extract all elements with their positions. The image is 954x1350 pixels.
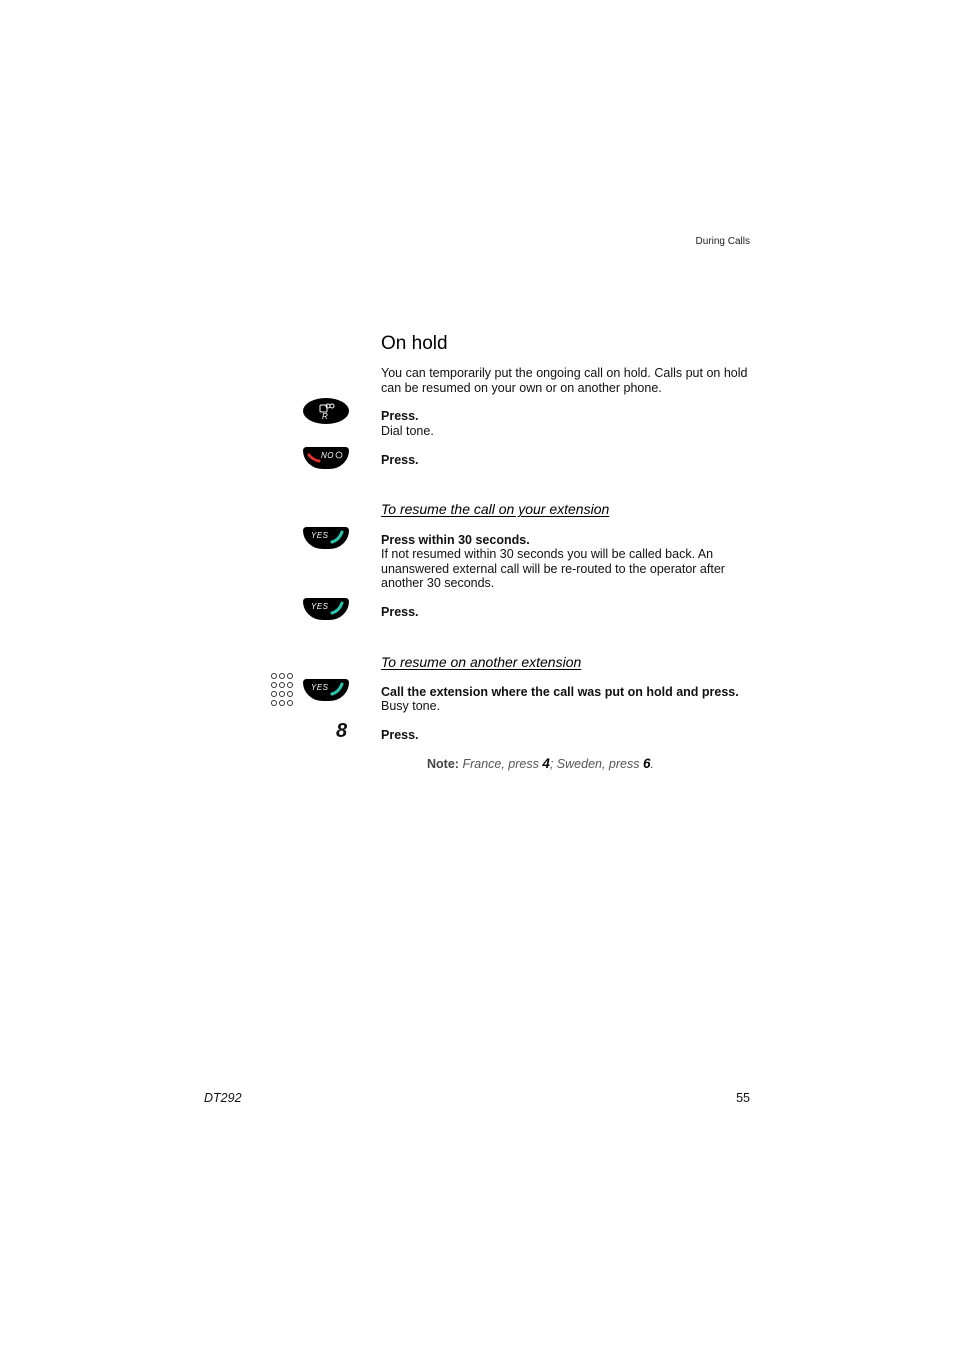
step-call-extension: Call the extension where the call was put on hold and press.	[381, 685, 739, 699]
yes-key-label: YES	[311, 531, 329, 540]
keypad-key-dot	[279, 700, 285, 706]
step-result: Busy tone.	[381, 699, 441, 713]
note-end: .	[650, 757, 654, 771]
step-press: Press.	[381, 453, 419, 467]
step-result: Dial tone.	[381, 424, 434, 438]
keypad-key-dot	[279, 673, 285, 679]
intro-text: You can temporarily put the ongoing call on hold. Calls put on hold can be resumed on your own or on another phone.	[381, 366, 748, 395]
keypad-key-dot	[271, 700, 277, 706]
keypad-key-dot	[287, 673, 293, 679]
yes-key-label: YES	[311, 683, 329, 692]
keypad-key-dot	[271, 691, 277, 697]
note-label: Note:	[427, 757, 459, 771]
note-text-france: France, press	[462, 757, 539, 771]
running-header: During Calls	[695, 236, 750, 247]
step-press: Press.	[381, 605, 419, 619]
keypad-key-dot	[287, 700, 293, 706]
no-key-label: NO	[321, 451, 334, 460]
yes-key-icon	[303, 527, 349, 549]
note	[427, 756, 654, 771]
answer-handset-icon	[303, 679, 349, 701]
answer-handset-icon	[303, 598, 349, 620]
power-symbol-icon	[303, 447, 349, 469]
digit-key-8: 8	[336, 720, 348, 742]
section-heading-another-extension: To resume on another extension	[381, 654, 582, 670]
keypad-key-dot	[279, 691, 285, 697]
yes-key-label: YES	[311, 602, 329, 611]
answer-handset-icon	[303, 527, 349, 549]
yes-key-icon	[303, 679, 349, 701]
step-press-within: Press within 30 seconds.	[381, 533, 530, 547]
section-heading-own-extension: To resume the call on your extension	[381, 501, 610, 517]
keypad-key-dot	[287, 682, 293, 688]
r-key-label: R	[322, 412, 329, 421]
step-press: Press.	[381, 728, 419, 742]
keypad-key-dot	[287, 691, 293, 697]
page-title: On hold	[381, 333, 448, 354]
footer-model: DT292	[204, 1091, 242, 1105]
yes-key-icon	[303, 598, 349, 620]
keypad-key-dot	[271, 673, 277, 679]
keypad-key-dot	[279, 682, 285, 688]
keypad-key-dot	[271, 682, 277, 688]
step-press: Press.	[381, 409, 419, 423]
no-key-icon	[303, 447, 349, 469]
footer-page-number: 55	[736, 1091, 750, 1105]
step-detail: If not resumed within 30 seconds you will be called back. An unanswered external call will be re-routed to the operator after another 30 seconds.	[381, 547, 725, 590]
note-text-sweden: ; Sweden, press	[549, 757, 640, 771]
note-digit-france: 4	[542, 756, 550, 771]
hold-key-icon	[303, 398, 349, 424]
note-digit-sweden: 6	[642, 756, 651, 771]
